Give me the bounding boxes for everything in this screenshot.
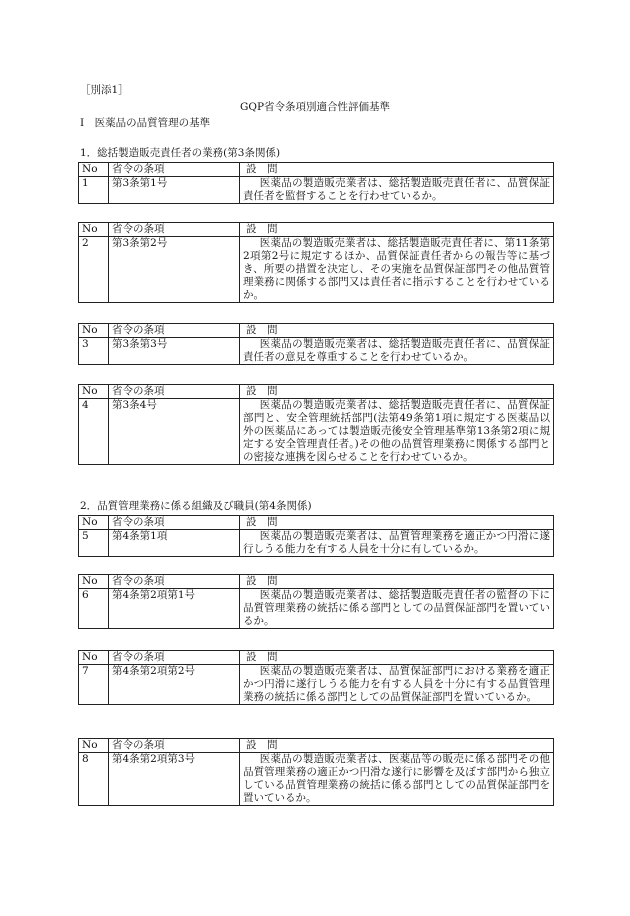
table-header-row — [79, 163, 554, 177]
table-row — [79, 177, 554, 204]
header-article: 省令の条項 — [109, 651, 240, 665]
table-header-row — [79, 739, 554, 753]
header-no: No — [79, 516, 109, 530]
criteria-table-3 — [78, 323, 554, 365]
table-row — [79, 753, 554, 806]
header-article: 省令の条項 — [109, 385, 240, 399]
header-no: No — [79, 385, 109, 399]
table-header-row — [79, 575, 554, 589]
table-row — [79, 338, 554, 365]
header-no: No — [79, 651, 109, 665]
criteria-table-5 — [78, 515, 554, 557]
header-no: No — [79, 223, 109, 237]
criteria-table-8 — [78, 738, 554, 806]
item-no: 4 — [79, 399, 109, 465]
criteria-table-1 — [78, 162, 554, 204]
item-article: 第4条第2項第3号 — [109, 753, 240, 806]
item-question: 医薬品の製造販売業者は、総括製造販売責任者の監督の下に品質管理業務の統括に係る部門としての品質保証部門を置いているか。 — [240, 589, 554, 629]
header-no: No — [79, 739, 109, 753]
table-row — [79, 589, 554, 629]
criteria-table-6 — [78, 574, 554, 629]
table-row — [79, 665, 554, 705]
item-no: 5 — [79, 530, 109, 557]
item-article: 第4条第2項第2号 — [109, 665, 240, 705]
section-heading-2: 2．品質管理業務に係る組織及び職員(第4条関係) — [80, 500, 312, 512]
header-question: 設 問 — [240, 324, 554, 338]
table-header-row — [79, 223, 554, 237]
item-no: 8 — [79, 753, 109, 806]
header-question: 設 問 — [240, 223, 554, 237]
header-article: 省令の条項 — [109, 575, 240, 589]
header-question: 設 問 — [240, 385, 554, 399]
item-no: 6 — [79, 589, 109, 629]
item-article: 第3条第3号 — [109, 338, 240, 365]
header-no: No — [79, 324, 109, 338]
item-question: 医薬品の製造販売業者は、総括製造販売責任者に、品質保証責任者を監督することを行わせているか。 — [240, 177, 554, 204]
header-no: No — [79, 163, 109, 177]
table-row — [79, 399, 554, 465]
item-no: 1 — [79, 177, 109, 204]
item-question: 医薬品の製造販売業者は、総括製造販売責任者に、第11条第2項第2号に規定するほか、品質保証責任者からの報告等に基づき、所要の措置を決定し、その実施を品質保証部門その他品質管理業務に関係する部門又は責任者に指示することを行わせているか。 — [240, 237, 554, 303]
header-question: 設 問 — [240, 651, 554, 665]
header-article: 省令の条項 — [109, 324, 240, 338]
chapter-heading: Ⅰ 医薬品の品質管理の基準 — [80, 117, 211, 129]
item-no: 3 — [79, 338, 109, 365]
item-question: 医薬品の製造販売業者は、総括製造販売責任者に、品質保証責任者の意見を尊重することを行わせているか。 — [240, 338, 554, 365]
criteria-table-4 — [78, 384, 554, 465]
header-question: 設 問 — [240, 516, 554, 530]
table-header-row — [79, 651, 554, 665]
item-question: 医薬品の製造販売業者は、総括製造販売責任者に、品質保証部門と、安全管理統括部門(法第49条第1項に規定する医薬品以外の医薬品にあっては製造販売後安全管理基準第13条第2項に規定する安全管理責任者。)その他の品質管理業務に関係する部門との密接な連携を図らせることを行わせているか。 — [240, 399, 554, 465]
document-title: GQP省令条項別適合性評価基準 — [239, 101, 391, 113]
table-row — [79, 237, 554, 303]
table-header-row — [79, 516, 554, 530]
header-question: 設 問 — [240, 163, 554, 177]
item-article: 第4条第1項 — [109, 530, 240, 557]
item-article: 第3条第2号 — [109, 237, 240, 303]
header-question: 設 問 — [240, 739, 554, 753]
attachment-label: ［別添1］ — [80, 84, 129, 96]
header-article: 省令の条項 — [109, 739, 240, 753]
item-no: 2 — [79, 237, 109, 303]
header-article: 省令の条項 — [109, 516, 240, 530]
item-question: 医薬品の製造販売業者は、医薬品等の販売に係る部門その他品質管理業務の適正かつ円滑な遂行に影響を及ぼす部門から独立している品質管理業務の統括に係る部門としての品質保証部門を置いているか。 — [240, 753, 554, 806]
section-heading-1: 1．総括製造販売責任者の業務(第3条関係) — [80, 147, 281, 159]
item-question: 医薬品の製造販売業者は、品質保証部門における業務を適正かつ円滑に遂行しうる能力を有する人員を十分に有する品質管理業務の統括に係る部門としての品質保証部門を置いているか。 — [240, 665, 554, 705]
table-header-row — [79, 324, 554, 338]
item-question: 医薬品の製造販売業者は、品質管理業務を適正かつ円滑に遂行しうる能力を有する人員を十分に有しているか。 — [240, 530, 554, 557]
table-header-row — [79, 385, 554, 399]
criteria-table-7 — [78, 650, 554, 705]
header-article: 省令の条項 — [109, 223, 240, 237]
header-question: 設 問 — [240, 575, 554, 589]
header-no: No — [79, 575, 109, 589]
item-no: 7 — [79, 665, 109, 705]
criteria-table-2 — [78, 222, 554, 303]
header-article: 省令の条項 — [109, 163, 240, 177]
item-article: 第3条第1号 — [109, 177, 240, 204]
item-article: 第3条4号 — [109, 399, 240, 465]
item-article: 第4条第2項第1号 — [109, 589, 240, 629]
table-row — [79, 530, 554, 557]
